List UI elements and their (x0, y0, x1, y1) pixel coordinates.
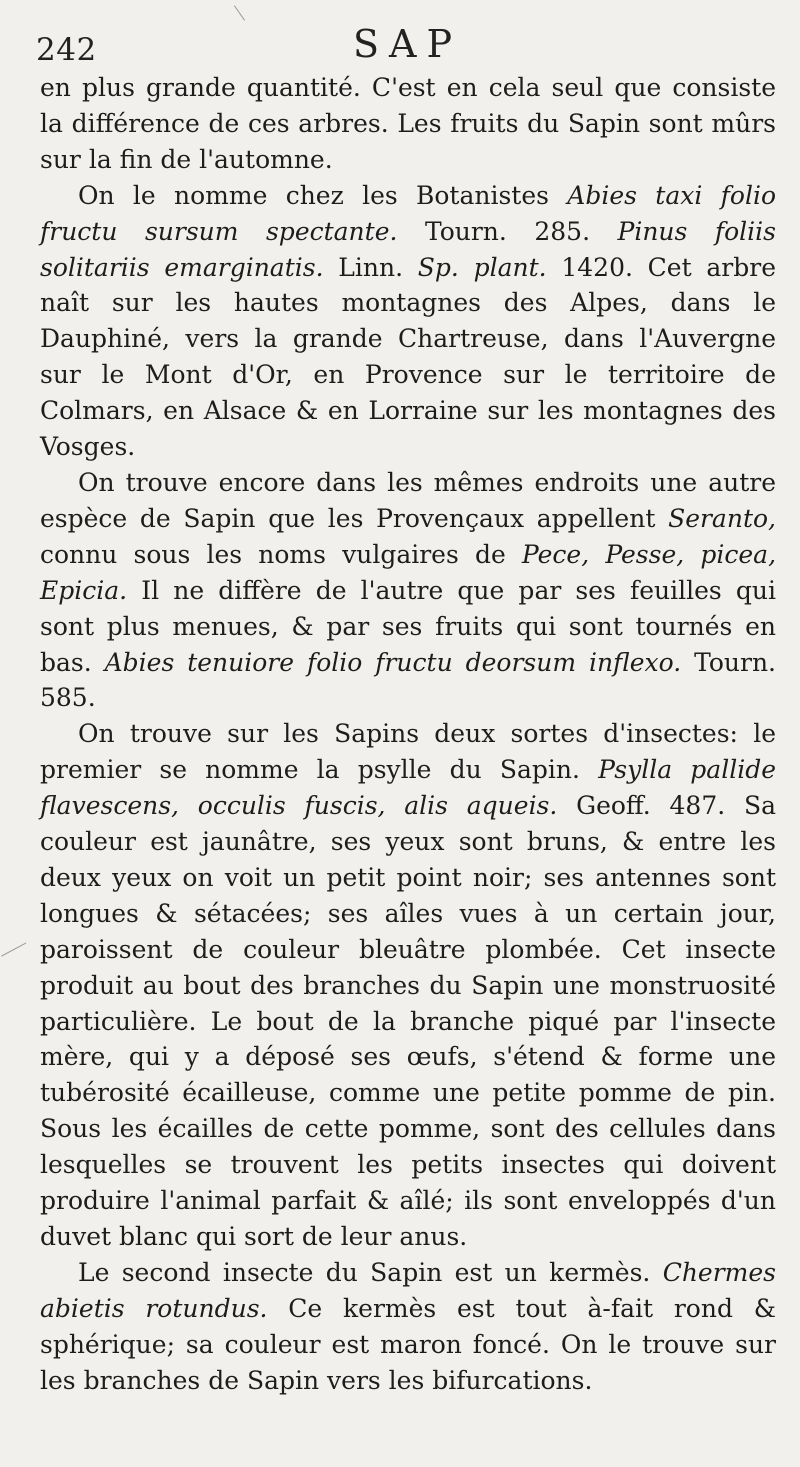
page-header (36, 22, 776, 72)
paragraph-3 (40, 465, 776, 716)
latin-name: Chermes abietis rotundus. (40, 1257, 776, 1323)
text-segment: Linn. (323, 252, 418, 282)
text-segment: connu sous les noms vulgaires de (40, 539, 522, 569)
latin-name: Psylla pallide flavescens, occulis fuscis, alis aqueis. (40, 755, 776, 821)
page-body (40, 70, 776, 1399)
text-segment: Tourn. 285. (397, 216, 618, 246)
text-segment: On trouve sur les Sapins deux sortes d'insectes: le premier se nomme la psylle du Sapin. (40, 719, 776, 785)
latin-name: Pinus foliis solitariis emarginatis. (40, 216, 776, 282)
text-segment: On le nomme chez les Botanistes (78, 180, 568, 210)
citation-italic: Sp. plant. (417, 252, 547, 282)
text-segment: Le second insecte du Sapin est un kermès. (78, 1257, 663, 1287)
text-segment: 1420. Cet arbre naît sur les hautes montagnes des Alpes, dans le Dauphiné, vers la grande Chartreuse, dans l'Auvergne sur le Mont d'Or, en Provence sur le territoire de Colmars, en Alsace & en Lorraine sur les montagnes des Vosges. (40, 252, 776, 462)
vernacular-names: Pece, Pesse, picea, Epicia. (40, 539, 777, 605)
text-segment: Il ne diffère de l'autre que par ses feuilles qui sont plus menues, & par ses fruits qui sont tournés en bas. (40, 575, 776, 677)
margin-pencil-mark (1, 943, 35, 973)
running-head: SAP (353, 22, 463, 66)
paragraph-2 (40, 178, 776, 465)
vernacular-name: Seranto, (668, 503, 776, 533)
latin-name: Abies tenuiore folio fructu deorsum inflexo. (104, 647, 682, 677)
text-segment: Tourn. 585. (40, 647, 776, 713)
text-segment: en plus grande quantité. C'est en cela seul que consiste la différence de ces arbres. Les fruits du Sapin sont mûrs sur la fin de l'automne. (40, 73, 776, 174)
latin-name: Abies taxi folio fructu sursum spectante. (40, 180, 776, 246)
text-segment: On trouve encore dans les mêmes endroits une autre espèce de Sapin que les Provençaux appellent (40, 467, 776, 533)
paragraph-5 (40, 1255, 776, 1399)
text-segment: Ce kermès est tout à-fait rond & sphérique; sa couleur est maron foncé. On le trouve sur les branches de Sapin vers les bifurcations. (40, 1293, 776, 1395)
paragraph-1 (40, 70, 776, 178)
page-number: 242 (36, 32, 97, 68)
text-segment: Geoff. 487. Sa couleur est jaunâtre, ses yeux sont bruns, & entre les deux yeux on voit un petit point noir; ses antennes sont longues & sétacées; ses aîles vues à un certain jour, paroissent de couleur bleuâtre plombée. Cet insecte produit au bout des branches du Sapin une monstruosité particulière. Le bout de la branche piqué par l'insecte mère, qui y a déposé ses œufs, s'étend & forme une tubérosité écailleuse, comme une petite pomme de pin. Sous les écailles de cette pomme, sont des cellules dans lesquelles se trouvent les petits insectes qui doivent produire l'animal parfait & aîlé; ils sont enveloppés d'un duvet blanc qui sort de leur anus. (40, 791, 776, 1251)
page-mark (234, 5, 245, 20)
paragraph-4 (40, 716, 776, 1255)
